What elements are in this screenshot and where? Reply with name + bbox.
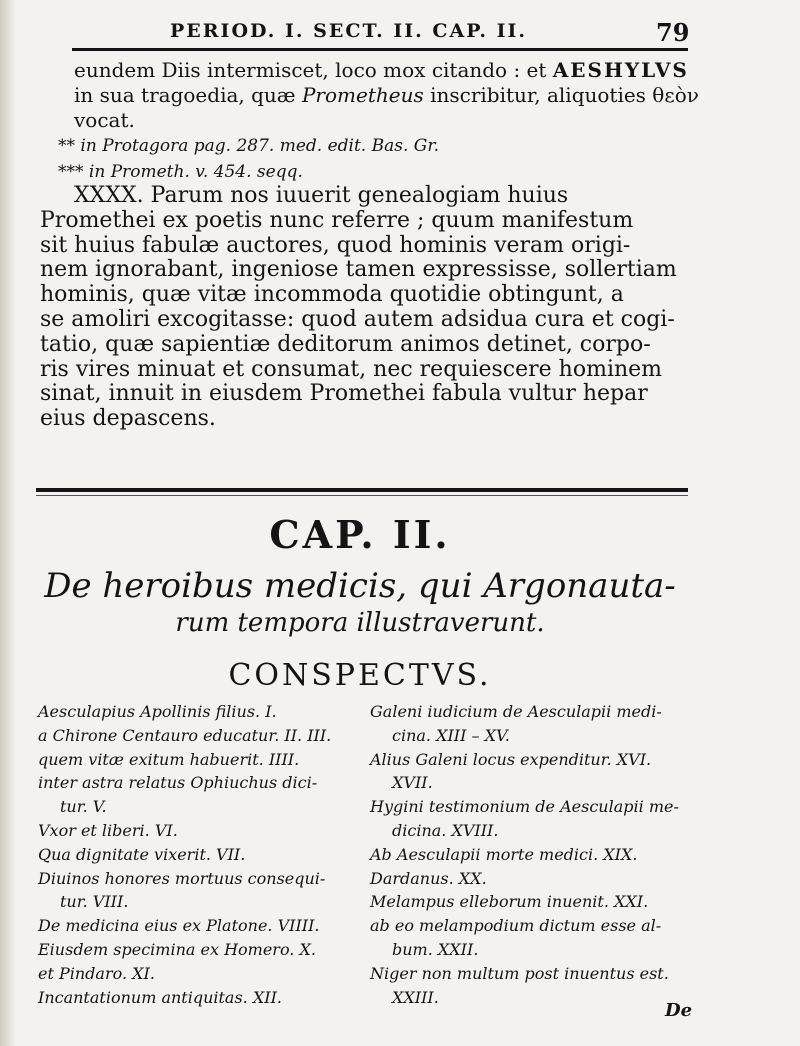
conspectus-entry: Hygini testimonium de Aesculapii me- [370, 797, 679, 817]
conspectus-left-column [38, 700, 358, 1009]
section-divider-thin [36, 495, 688, 496]
footnote: ** in Protagora pag. 287. med. edit. Bas. Gr. [58, 136, 439, 156]
footnote: *** in Prometh. v. 454. seqq. [58, 162, 303, 182]
subtitle-line: rum tempora illustraverunt. [175, 608, 545, 638]
conspectus-heading: CONSPECTVS. [228, 658, 492, 693]
conspectus-entry: Alius Galeni locus expenditur. XVI. [370, 749, 652, 769]
paragraph-line: Promethei ex poetis nunc referre ; quum manifestum [40, 207, 634, 233]
catchword: De [665, 1000, 693, 1021]
paragraph-line: nem ignorabant, ingeniose tamen expressisse, sollertiam [40, 257, 677, 283]
conspectus-entry: et Pindaro. XI. [38, 963, 155, 983]
paragraph-line: ris vires minuat et consumat, nec requiescere hominem [40, 356, 663, 382]
paragraph-line [74, 83, 699, 108]
chapter-heading: CAP. II. [269, 512, 451, 557]
conspectus-entry: Qua dignitate vixerit. VII. [38, 844, 246, 864]
paragraph-line: sit huius fabulæ auctores, quod hominis veram origi- [40, 232, 631, 258]
conspectus-entry: Vxor et liberi. VI. [38, 820, 178, 840]
paragraph-line: eius depascens. [40, 406, 216, 432]
conspectus-entry: De medicina eius ex Platone. VIIII. [38, 916, 320, 936]
paragraph-text: inscribitur, aliquoties θεὸν [430, 83, 699, 107]
continued-paragraph [74, 58, 699, 133]
conspectus-entry: Galeni iudicium de Aesculapii medi- [370, 702, 662, 721]
conspectus-entry: inter astra relatus Ophiuchus dici- [38, 773, 318, 793]
conspectus-entry: bum. XXII. [392, 939, 479, 959]
page-number: 79 [656, 18, 690, 47]
conspectus-entry: XVII. [392, 773, 433, 793]
conspectus-entry: tur. V. [60, 797, 107, 817]
paragraph-line: vocat. [74, 108, 135, 132]
header-rule [72, 48, 688, 51]
conspectus-entry: quem vitæ exitum habuerit. IIII. [38, 749, 300, 769]
conspectus-entry: Aesculapius Apollinis filius. I. [38, 702, 277, 721]
conspectus-entry: Ab Aesculapii morte medici. XIX. [370, 844, 638, 864]
conspectus-entry: Incantationum antiquitas. XII. [38, 987, 282, 1007]
conspectus-entry: Niger non multum post inuentus est. [370, 963, 669, 983]
running-head: PERIOD. I. SECT. II. CAP. II. [170, 20, 528, 42]
author-name: AESHYLVS [552, 58, 689, 82]
paragraph-line: tatio, quæ sapientiæ deditorum animos detinet, corpo- [40, 331, 651, 357]
paragraph-line: XXXX. Parum nos iuuerit genealogiam huius [74, 183, 569, 208]
conspectus-entry: a Chirone Centauro educatur. II. III. [38, 725, 332, 745]
paragraph-text: in sua tragoedia, quæ [74, 83, 296, 107]
chapter-subtitle [20, 566, 700, 640]
conspectus-entry: Melampus elleborum inuenit. XXI. [370, 892, 649, 912]
conspectus-right-column [370, 700, 700, 1009]
footnotes [58, 133, 678, 185]
conspectus-entry: Dardanus. XX. [370, 868, 487, 888]
conspectus-entry: dicina. XVIII. [392, 820, 499, 840]
conspectus-entry: Eiusdem specimina ex Homero. X. [38, 939, 316, 959]
conspectus-entry: tur. VIII. [60, 892, 129, 912]
paragraph-line: sinat, innuit in eiusdem Promethei fabula vultur hepar [40, 381, 648, 407]
paragraph-line [74, 58, 689, 83]
subtitle-line: De heroibus medicis, qui Argonauta- [44, 566, 676, 606]
conspectus-entry: cina. XIII – XV. [392, 725, 510, 745]
conspectus-entry: Diuinos honores mortuus consequi- [38, 868, 326, 888]
main-paragraph [40, 184, 690, 432]
section-divider [36, 488, 688, 492]
paragraph-text: eundem Diis intermiscet, loco mox citando : et [74, 58, 547, 82]
paragraph-line: hominis, quæ vitæ incommoda quotidie obtingunt, a [40, 282, 624, 308]
conspectus-entry: ab eo melampodium dictum esse al- [370, 916, 662, 936]
conspectus-entry: XXIII. [392, 987, 439, 1007]
paragraph-line: se amoliri excogitasse: quod autem adsidua cura et cogi- [40, 306, 675, 332]
work-title: Prometheus [301, 83, 424, 107]
